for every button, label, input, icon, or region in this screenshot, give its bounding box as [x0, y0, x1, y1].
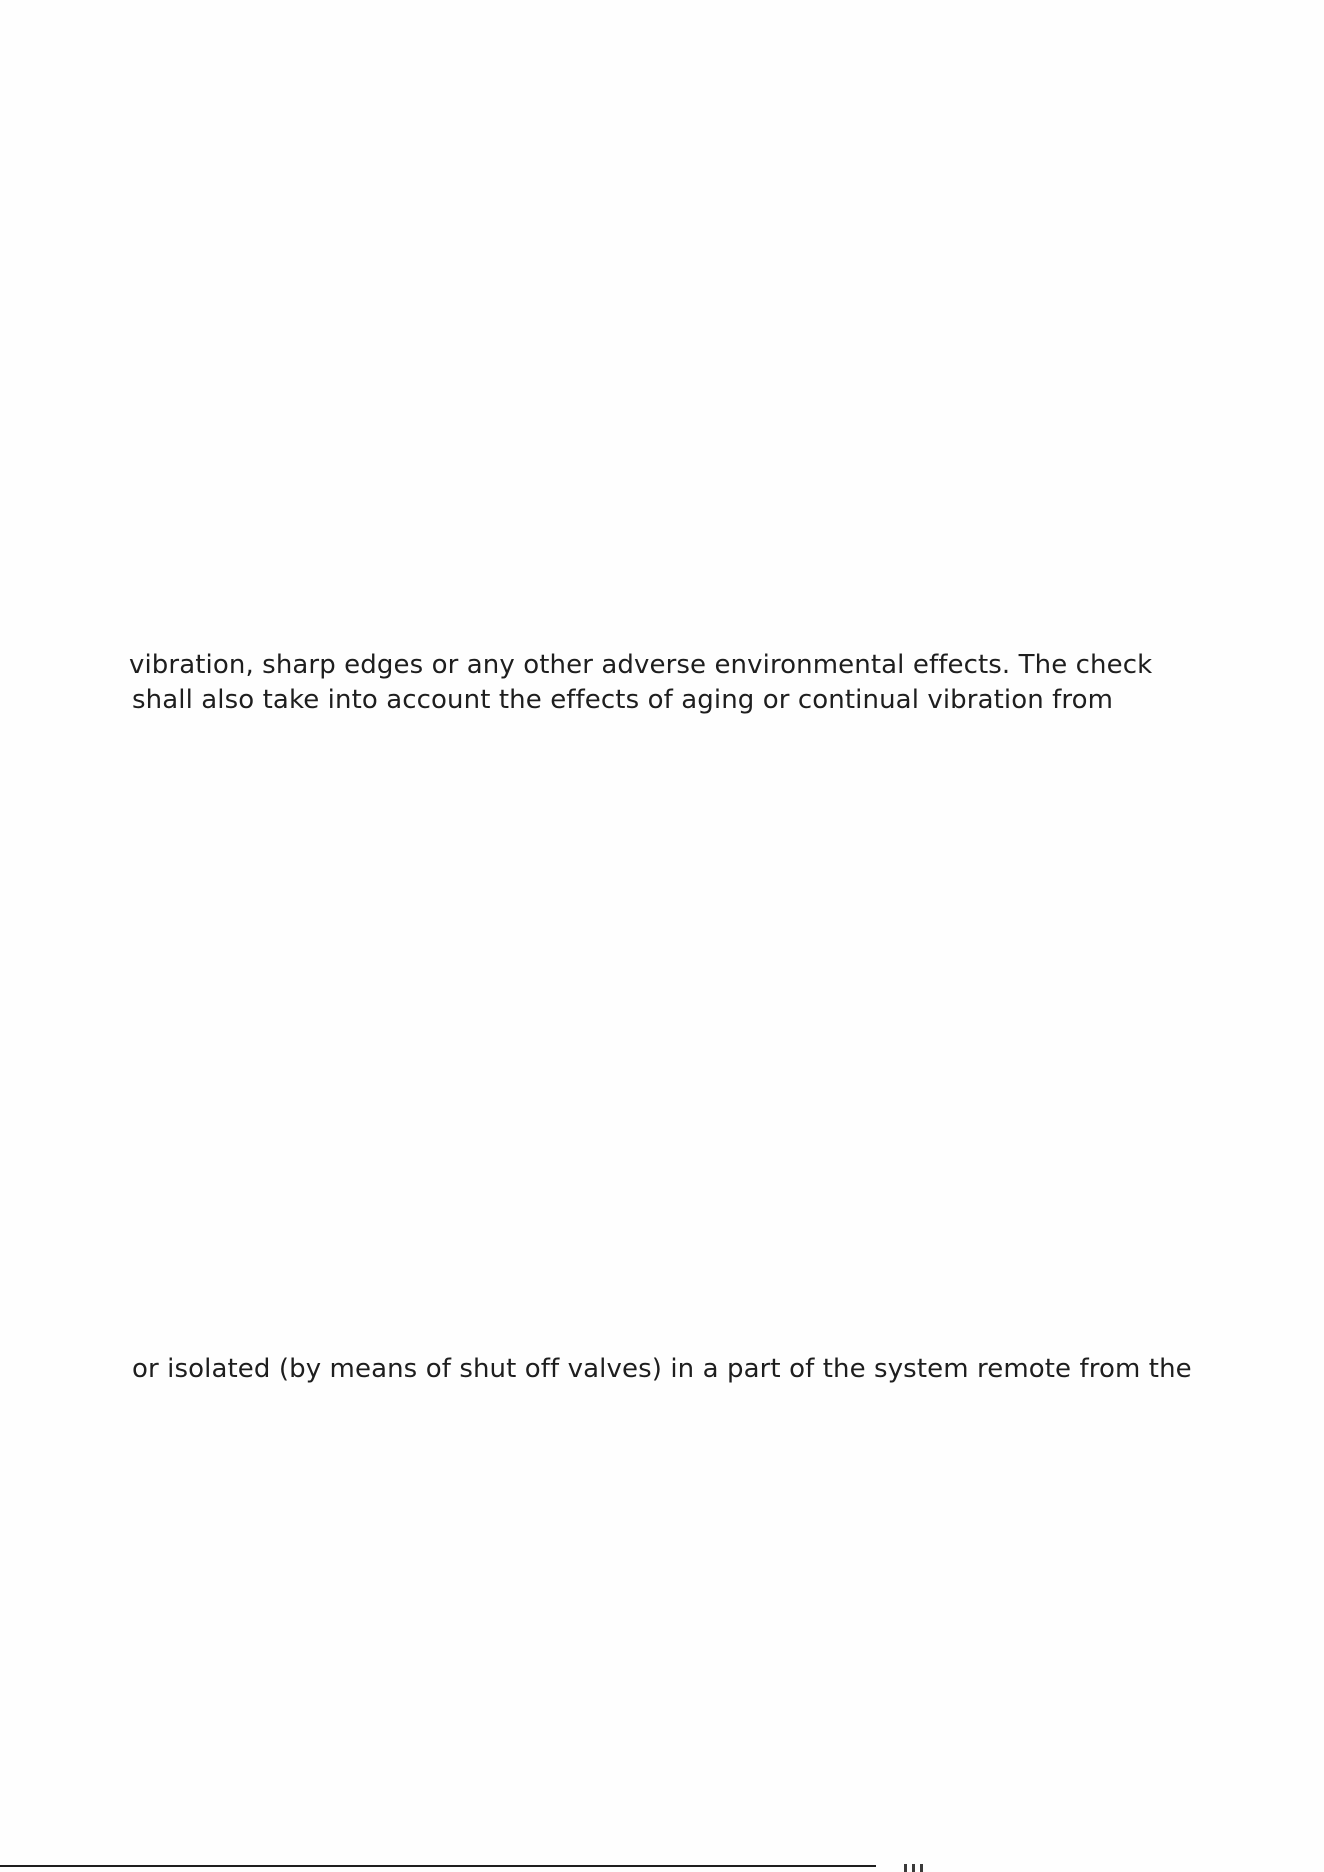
text-line-1: vibration, sharp edges or any other adverse environmental effects. The check: [129, 650, 1153, 680]
footer-rule: [0, 1865, 876, 1867]
text-line-3: or isolated (by means of shut off valves) in a part of the system remote from the: [132, 1354, 1192, 1384]
text-line-2: shall also take into account the effects of aging or continual vibration from: [132, 685, 1114, 715]
footer-page-mark: [900, 1862, 934, 1872]
